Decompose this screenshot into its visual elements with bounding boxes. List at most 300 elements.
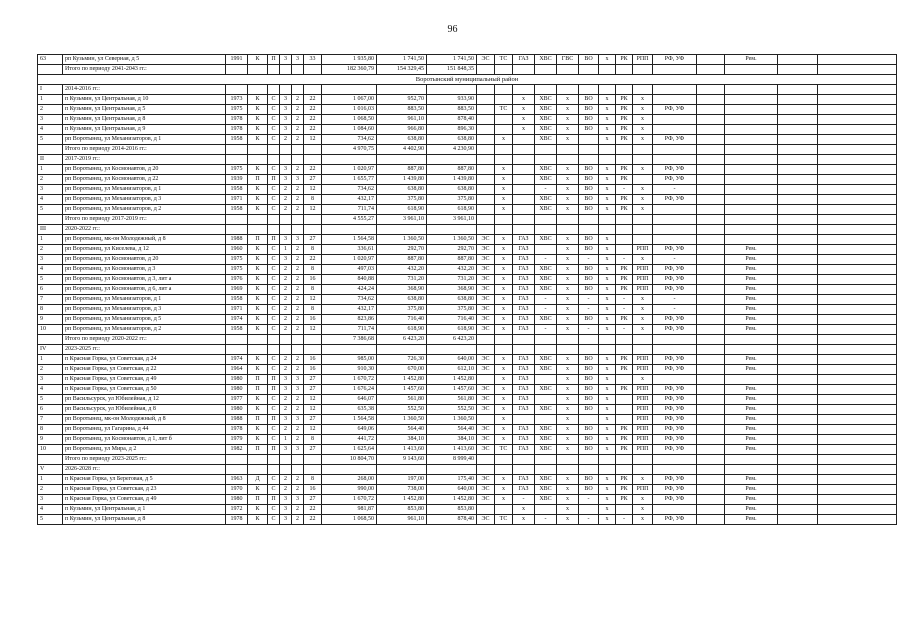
table-cell: 1 413,60 — [377, 445, 427, 455]
table-cell — [616, 225, 633, 235]
table-cell: 8 — [38, 305, 63, 315]
table-cell: 1 — [38, 95, 63, 105]
table-cell — [579, 345, 599, 355]
table-cell: Рем. — [725, 485, 778, 495]
table-cell: 552,50 — [377, 405, 427, 415]
table-cell: 2 — [292, 255, 304, 265]
table-cell: 1 084,60 — [322, 125, 377, 135]
table-row — [38, 425, 897, 435]
table-cell — [268, 225, 280, 235]
table-cell — [226, 145, 248, 155]
table-cell: 716,40 — [377, 315, 427, 325]
address-cell: рп Воротынец, ул Мира, д 2 — [63, 445, 226, 455]
table-cell — [377, 225, 427, 235]
table-cell — [495, 65, 513, 75]
table-cell: ГАЗ — [513, 405, 535, 415]
table-cell — [725, 335, 778, 345]
table-cell: х — [557, 395, 579, 405]
table-cell — [778, 405, 818, 415]
table-cell: С — [268, 285, 280, 295]
table-cell: РПП — [633, 385, 653, 395]
table-cell: 887,80 — [427, 255, 477, 265]
table-cell — [697, 295, 725, 305]
table-cell — [633, 215, 653, 225]
table-cell — [818, 505, 897, 515]
table-cell: х — [557, 295, 579, 305]
table-cell — [477, 125, 495, 135]
table-cell: ВО — [579, 285, 599, 295]
table-cell: 887,80 — [377, 165, 427, 175]
table-cell — [697, 185, 725, 195]
table-cell — [778, 375, 818, 385]
table-cell — [818, 515, 897, 525]
table-cell — [477, 155, 495, 165]
table-cell — [304, 225, 322, 235]
table-cell: 2 — [280, 195, 292, 205]
table-cell — [697, 315, 725, 325]
table-cell: 2 — [38, 485, 63, 495]
table-cell: РК — [616, 115, 633, 125]
table-cell: ГАЗ — [513, 245, 535, 255]
table-cell: С — [268, 185, 280, 195]
table-cell: 2 — [292, 185, 304, 195]
table-cell: 840,88 — [322, 275, 377, 285]
table-cell: х — [557, 445, 579, 455]
table-cell — [633, 345, 653, 355]
table-cell: 3 — [292, 415, 304, 425]
table-cell: РК — [616, 485, 633, 495]
table-cell: 1979 — [226, 435, 248, 445]
table-cell: 3 — [280, 515, 292, 525]
table-cell — [495, 505, 513, 515]
table-cell: К — [248, 185, 268, 195]
table-cell: 27 — [304, 445, 322, 455]
table-cell: х — [599, 245, 616, 255]
table-cell: х — [599, 495, 616, 505]
table-cell: С — [268, 245, 280, 255]
table-cell: 1980 — [226, 405, 248, 415]
table-cell — [697, 145, 725, 155]
table-cell: 3 — [280, 55, 292, 65]
table-cell — [557, 65, 579, 75]
table-cell: 12 — [304, 135, 322, 145]
table-cell: 154 329,45 — [377, 65, 427, 75]
table-cell: 3 — [280, 445, 292, 455]
table-cell: ХВС — [535, 105, 557, 115]
table-cell — [377, 345, 427, 355]
table-cell: 990,00 — [322, 485, 377, 495]
table-cell: 2 — [292, 295, 304, 305]
table-cell: 6 — [38, 405, 63, 415]
table-cell: 1958 — [226, 205, 248, 215]
table-cell: ЭС — [477, 325, 495, 335]
table-cell: РПП — [633, 365, 653, 375]
table-cell: РК — [616, 385, 633, 395]
table-cell: - — [535, 515, 557, 525]
table-cell — [697, 485, 725, 495]
period-label: 2014-2016 гг.: — [63, 85, 226, 95]
table-cell — [477, 105, 495, 115]
table-cell — [778, 435, 818, 445]
table-cell — [248, 155, 268, 165]
table-cell: ЭС — [477, 275, 495, 285]
table-cell — [579, 505, 599, 515]
table-cell: С — [268, 515, 280, 525]
table-cell: - — [616, 305, 633, 315]
table-row — [38, 515, 897, 525]
table-cell — [633, 455, 653, 465]
table-cell — [268, 155, 280, 165]
table-cell: ВО — [579, 405, 599, 415]
table-cell — [477, 215, 495, 225]
table-cell: 1982 — [226, 445, 248, 455]
table-row — [38, 295, 897, 305]
table-cell: РПП — [633, 275, 653, 285]
address-cell: п Красная Горка, ул Советская, д 22 — [63, 365, 226, 375]
table-cell: 2 — [292, 165, 304, 175]
table-cell: ХВС — [535, 425, 557, 435]
table-cell: 1971 — [226, 195, 248, 205]
table-cell: ХВС — [535, 495, 557, 505]
table-cell: 2 — [292, 125, 304, 135]
table-cell — [818, 125, 897, 135]
table-cell: Рем. — [725, 255, 778, 265]
table-row — [38, 495, 897, 505]
table-cell — [697, 345, 725, 355]
table-cell: х — [633, 475, 653, 485]
table-cell: х — [557, 415, 579, 425]
table-cell: РФ, УФ — [653, 275, 697, 285]
table-cell — [818, 215, 897, 225]
table-cell: К — [248, 255, 268, 265]
table-cell: 883,50 — [427, 105, 477, 115]
table-cell: 878,40 — [427, 115, 477, 125]
table-cell: х — [557, 365, 579, 375]
table-cell: С — [268, 435, 280, 445]
table-cell: х — [633, 305, 653, 315]
table-cell: 12 — [304, 395, 322, 405]
table-cell: 3 — [292, 175, 304, 185]
table-cell: РФ, УФ — [653, 195, 697, 205]
table-cell — [248, 465, 268, 475]
table-cell: х — [557, 305, 579, 315]
table-cell: РПП — [633, 265, 653, 275]
table-cell: х — [495, 485, 513, 495]
table-cell: 2 — [280, 275, 292, 285]
address-cell: рп Воротынец, ул Киселева, д 12 — [63, 245, 226, 255]
table-cell: П — [248, 235, 268, 245]
table-cell: ЭС — [477, 245, 495, 255]
table-cell: ВО — [579, 165, 599, 175]
table-cell: 441,72 — [322, 435, 377, 445]
table-cell: П — [268, 235, 280, 245]
table-cell: С — [268, 125, 280, 135]
table-cell — [725, 145, 778, 155]
table-cell: ХВС — [535, 175, 557, 185]
table-cell: 887,80 — [377, 255, 427, 265]
table-cell: х — [557, 275, 579, 285]
table-cell: 2 — [280, 265, 292, 275]
table-cell — [38, 455, 63, 465]
table-cell: 7 — [38, 415, 63, 425]
table-cell: х — [599, 305, 616, 315]
address-cell: рп Воротынец, ул Механизаторов, д 1 — [63, 185, 226, 195]
table-cell — [292, 455, 304, 465]
table-cell: ЭС — [477, 435, 495, 445]
table-cell — [818, 135, 897, 145]
table-cell: ЭС — [477, 475, 495, 485]
table-cell: х — [599, 485, 616, 495]
table-cell — [653, 155, 697, 165]
table-cell — [557, 345, 579, 355]
table-cell: РФ, УФ — [653, 485, 697, 495]
table-cell: 8 — [304, 475, 322, 485]
table-cell — [697, 495, 725, 505]
table-cell — [495, 95, 513, 105]
table-cell: ГАЗ — [513, 55, 535, 65]
table-cell: РФ, УФ — [653, 495, 697, 505]
table-cell: 1 625,64 — [322, 445, 377, 455]
table-cell: ТС — [495, 445, 513, 455]
table-cell — [579, 85, 599, 95]
table-cell — [599, 215, 616, 225]
table-cell: ГАЗ — [513, 305, 535, 315]
table-cell: 432,17 — [322, 305, 377, 315]
table-cell — [280, 345, 292, 355]
table-cell — [535, 455, 557, 465]
table-cell: 731,20 — [377, 275, 427, 285]
table-cell — [725, 175, 778, 185]
table-cell: 1 020,97 — [322, 165, 377, 175]
table-cell: х — [513, 515, 535, 525]
table-cell — [280, 155, 292, 165]
address-cell: п Красная Горка, ул Советская, д 23 — [63, 485, 226, 495]
table-cell — [778, 395, 818, 405]
table-cell: 375,80 — [427, 305, 477, 315]
table-cell: х — [599, 205, 616, 215]
table-cell: РК — [616, 475, 633, 485]
table-cell: 1 020,97 — [322, 255, 377, 265]
subtotal-row — [38, 455, 897, 465]
table-cell: 2 — [38, 365, 63, 375]
section-row — [38, 345, 897, 355]
table-cell: К — [248, 115, 268, 125]
table-cell — [725, 85, 778, 95]
table-cell: х — [557, 245, 579, 255]
table-cell: РК — [616, 205, 633, 215]
table-cell: ГАЗ — [513, 325, 535, 335]
address-cell: п Кузьмин, ул Центральная, д 1 — [63, 505, 226, 515]
table-cell — [818, 225, 897, 235]
table-cell: 2 — [292, 325, 304, 335]
period-label: 2017-2019 гг.: — [63, 155, 226, 165]
table-cell — [495, 455, 513, 465]
table-cell: ВО — [579, 245, 599, 255]
table-cell — [616, 145, 633, 155]
table-cell: х — [495, 275, 513, 285]
table-cell: РФ, УФ — [653, 355, 697, 365]
table-cell: х — [495, 375, 513, 385]
table-cell: ХВС — [535, 125, 557, 135]
table-cell: 2 — [280, 405, 292, 415]
table-cell: 27 — [304, 175, 322, 185]
table-cell: ГАЗ — [513, 285, 535, 295]
table-cell: х — [557, 235, 579, 245]
address-cell: п Кузьмин, ул Центральная, д 9 — [63, 125, 226, 135]
table-cell: ТС — [495, 55, 513, 65]
table-cell: 552,50 — [427, 405, 477, 415]
table-cell: Рем. — [725, 365, 778, 375]
table-cell — [535, 465, 557, 475]
table-cell: х — [495, 425, 513, 435]
table-cell — [557, 215, 579, 225]
table-cell: х — [557, 205, 579, 215]
table-cell — [513, 185, 535, 195]
table-cell: ВО — [579, 275, 599, 285]
table-cell: 1991 — [226, 55, 248, 65]
table-cell — [477, 375, 495, 385]
table-cell: 3 — [280, 385, 292, 395]
table-cell: ХВС — [535, 95, 557, 105]
table-cell: 1 068,50 — [322, 115, 377, 125]
table-cell: 16 — [304, 485, 322, 495]
table-cell — [616, 505, 633, 515]
table-cell: 612,10 — [427, 365, 477, 375]
section-row — [38, 155, 897, 165]
table-cell — [725, 165, 778, 175]
table-cell: Рем. — [725, 505, 778, 515]
address-cell: п Кузьмин, ул Центральная, д 5 — [63, 105, 226, 115]
table-cell: 197,00 — [377, 475, 427, 485]
table-cell — [616, 85, 633, 95]
table-cell — [697, 245, 725, 255]
table-cell: 738,00 — [377, 485, 427, 495]
table-cell: РФ, УФ — [653, 165, 697, 175]
address-cell: рп Воротынец, ул Механизаторов, д 2 — [63, 205, 226, 215]
table-cell — [535, 415, 557, 425]
table-cell — [725, 195, 778, 205]
table-cell: ЭС — [477, 405, 495, 415]
table-cell: ЭС — [477, 265, 495, 275]
address-cell: рп Воротынец, ул Космонавтов, д 20 — [63, 255, 226, 265]
table-cell — [778, 495, 818, 505]
table-row — [38, 395, 897, 405]
table-cell: 384,10 — [377, 435, 427, 445]
table-cell — [292, 345, 304, 355]
table-cell — [535, 225, 557, 235]
table-cell — [633, 175, 653, 185]
table-cell: 8 — [304, 285, 322, 295]
address-cell: п Кузьмин, ул Центральная, д 10 — [63, 95, 226, 105]
table-cell: Рем. — [725, 415, 778, 425]
table-cell — [778, 215, 818, 225]
table-cell: К — [248, 165, 268, 175]
table-cell — [778, 305, 818, 315]
table-cell — [304, 455, 322, 465]
table-cell: 1971 — [226, 305, 248, 315]
table-cell — [697, 125, 725, 135]
table-cell: К — [248, 205, 268, 215]
table-cell: х — [599, 445, 616, 455]
table-cell: 2 — [280, 475, 292, 485]
table-cell — [616, 345, 633, 355]
table-cell: ГАЗ — [513, 275, 535, 285]
table-cell — [579, 225, 599, 235]
table-cell: 4 — [38, 195, 63, 205]
table-cell — [38, 215, 63, 225]
table-cell: ХВС — [535, 445, 557, 455]
table-cell: 1969 — [226, 285, 248, 295]
table-cell — [579, 135, 599, 145]
table-cell: х — [495, 355, 513, 365]
table-cell: К — [248, 275, 268, 285]
table-cell: ХВС — [535, 195, 557, 205]
table-cell — [818, 385, 897, 395]
table-cell: х — [599, 515, 616, 525]
table-cell — [304, 155, 322, 165]
table-cell: ХВС — [535, 405, 557, 415]
table-cell — [818, 365, 897, 375]
table-cell: Рем. — [725, 325, 778, 335]
table-cell: ГАЗ — [513, 385, 535, 395]
table-cell — [427, 465, 477, 475]
table-cell: 1978 — [226, 115, 248, 125]
table-cell: х — [633, 495, 653, 505]
table-cell — [427, 345, 477, 355]
table-cell — [818, 105, 897, 115]
table-cell: ЭС — [477, 445, 495, 455]
table-cell: х — [599, 435, 616, 445]
table-row — [38, 405, 897, 415]
table-cell: ЭС — [477, 315, 495, 325]
table-cell — [616, 335, 633, 345]
table-cell — [818, 265, 897, 275]
table-cell: 3 — [280, 95, 292, 105]
table-cell: 2 — [292, 435, 304, 445]
table-cell — [557, 465, 579, 475]
table-cell — [280, 335, 292, 345]
table-cell: 618,90 — [427, 325, 477, 335]
table-cell — [818, 65, 897, 75]
table-cell — [280, 455, 292, 465]
table-cell: 1 452,80 — [377, 495, 427, 505]
table-cell: х — [557, 485, 579, 495]
table-cell: РК — [616, 425, 633, 435]
table-cell: ГАЗ — [513, 235, 535, 245]
table-cell: ВО — [579, 195, 599, 205]
table-cell — [653, 205, 697, 215]
table-cell — [477, 145, 495, 155]
table-cell: х — [513, 115, 535, 125]
table-cell: 292,70 — [377, 245, 427, 255]
table-cell: 16 — [304, 355, 322, 365]
table-row — [38, 475, 897, 485]
table-cell: х — [495, 255, 513, 265]
table-row — [38, 435, 897, 445]
table-cell — [616, 455, 633, 465]
period-label: 2020-2022 гг.: — [63, 225, 226, 235]
table-cell — [653, 65, 697, 75]
table-cell — [725, 105, 778, 115]
table-cell: 2 — [292, 275, 304, 285]
table-cell — [477, 65, 495, 75]
table-cell: 6 423,20 — [377, 335, 427, 345]
table-cell: 2 — [292, 405, 304, 415]
table-cell: х — [633, 505, 653, 515]
table-cell: П — [268, 175, 280, 185]
table-cell: 1939 — [226, 175, 248, 185]
table-cell: РПП — [633, 395, 653, 405]
